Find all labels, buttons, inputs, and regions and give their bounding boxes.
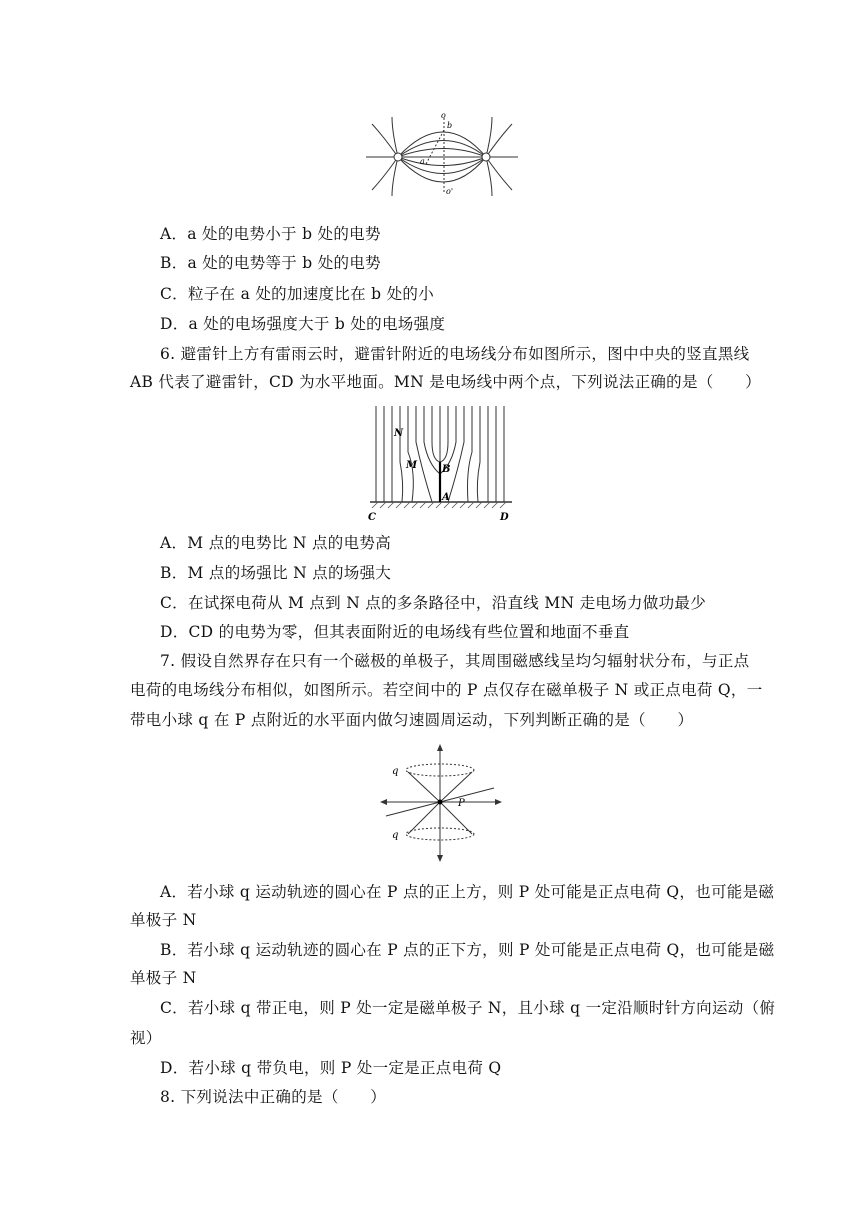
q7-option-a-line1: A．若小球 q 运动轨迹的圆心在 P 点的正上方，则 P 处可能是正点电荷 Q，也可能是磁 — [160, 883, 775, 901]
fig3-label-q-top: q — [392, 766, 399, 777]
fig2-label-b: B — [442, 464, 451, 475]
figure-two-charges-field — [364, 112, 520, 196]
figure-monopole — [378, 742, 502, 864]
fig2-label-a: A — [442, 492, 450, 503]
q7-option-c-line2: 视） — [130, 1029, 162, 1047]
q5-option-c: C．粒子在 a 处的加速度比在 b 处的小 — [160, 285, 435, 303]
fig2-label-m: M — [406, 460, 418, 471]
fig3-label-q-bottom: q — [392, 830, 399, 841]
q7-option-b-line1: B．若小球 q 运动轨迹的圆心在 P 点的正下方，则 P 处可能是正点电荷 Q，也可能是磁 — [160, 941, 775, 959]
q7-stem-line3: 带电小球 q 在 P 点附近的水平面内做匀速圆周运动，下列判断正确的是（ ） — [130, 711, 694, 729]
q5-option-b: B．a 处的电势等于 b 处的电势 — [160, 254, 381, 272]
q6-option-d: D．CD 的电势为零，但其表面附近的电场线有些位置和地面不垂直 — [160, 623, 630, 641]
fig2-label-d: D — [500, 512, 509, 523]
q6-option-c: C．在试探电荷从 M 点到 N 点的多条路径中，沿直线 MN 走电场力做功最少 — [160, 594, 706, 612]
q8-stem-line1: 8. 下列说法中正确的是（ ） — [160, 1088, 387, 1106]
q7-option-b-line2: 单极子 N — [130, 969, 197, 987]
q6-option-b: B．M 点的场强比 N 点的场强大 — [160, 564, 392, 582]
q5-option-a: A．a 处的电势小于 b 处的电势 — [160, 225, 381, 243]
q6-option-a: A．M 点的电势比 N 点的电势高 — [160, 534, 392, 552]
fig2-label-c: C — [368, 512, 376, 523]
fig1-label-o-prime: o' — [446, 187, 454, 196]
fig1-label-a: a — [420, 157, 425, 166]
q7-option-c-line1: C．若小球 q 带正电，则 P 处一定是磁单极子 N，且小球 q 一定沿顺时针方向运动（俯 — [160, 999, 776, 1017]
q7-stem-line1: 7. 假设自然界存在只有一个磁极的单极子，其周围磁感线呈均匀辐射状分布，与正点 — [160, 652, 750, 670]
q6-stem-line1: 6. 避雷针上方有雷雨云时，避雷针附近的电场线分布如图所示，图中中央的竖直黑线 — [160, 345, 750, 363]
fig3-label-p: P — [458, 798, 465, 809]
q5-option-d: D．a 处的电场强度大于 b 处的电场强度 — [160, 315, 446, 333]
q6-stem-line2: AB 代表了避雷针，CD 为水平地面。MN 是电场线中两个点，下列说法正确的是（ ） — [130, 373, 761, 391]
q7-option-d: D．若小球 q 带负电，则 P 处一定是正点电荷 Q — [160, 1059, 502, 1077]
figure-lightning-rod — [368, 402, 514, 524]
q7-stem-line2: 电荷的电场线分布相似，如图所示。若空间中的 P 点仅存在磁单极子 N 或正点电荷 Q，一 — [130, 681, 763, 699]
fig1-label-o: o — [441, 112, 446, 120]
fig1-label-b: b — [447, 121, 453, 130]
q7-option-a-line2: 单极子 N — [130, 911, 197, 929]
fig2-label-n: N — [394, 428, 404, 439]
